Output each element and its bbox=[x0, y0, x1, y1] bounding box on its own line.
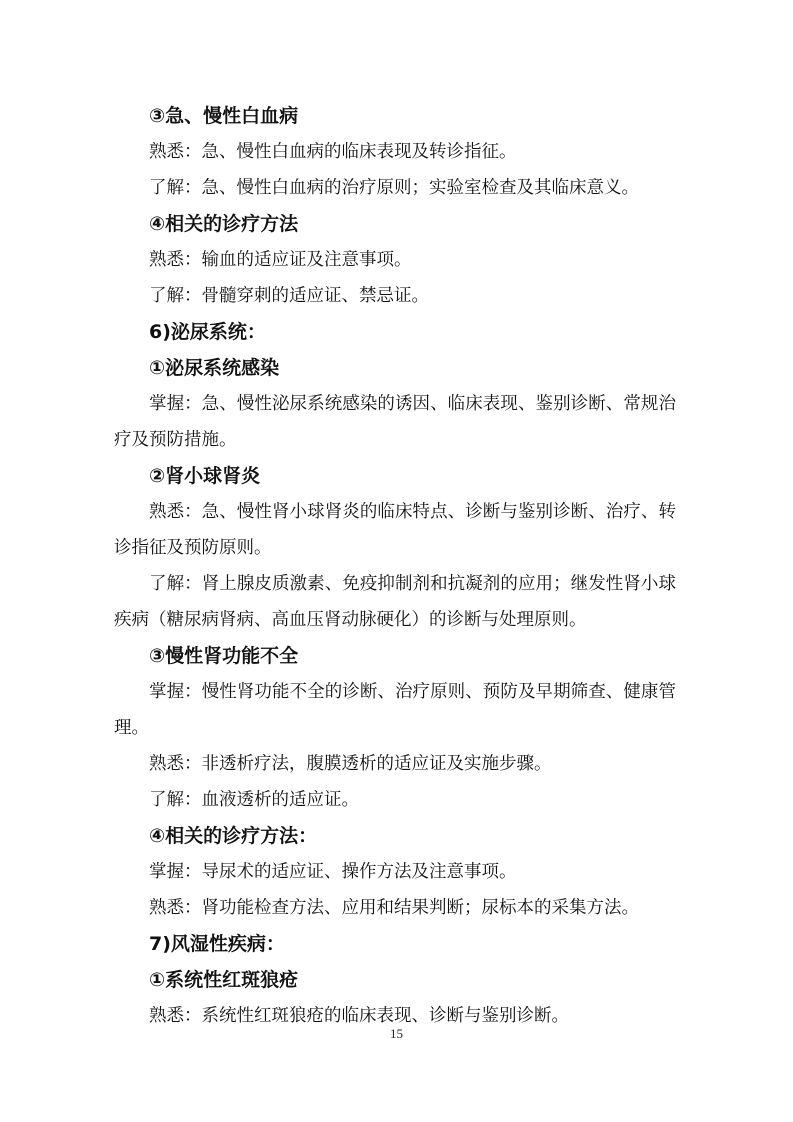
document-body bbox=[114, 98, 676, 1034]
section-heading-leukemia: ③急、慢性白血病 bbox=[149, 105, 299, 127]
paragraph-catheterization: 掌握：导尿术的适应证、操作方法及注意事项。 bbox=[149, 862, 517, 882]
paragraph-leukemia-understand: 了解：急、慢性白血病的治疗原则；实验室检查及其临床意义。 bbox=[149, 178, 639, 198]
paragraph-glomerulonephritis-familiar: 熟悉：急、慢性肾小球肾炎的临床特点、诊断与鉴别诊断、治疗、转诊指征及预防原则。 bbox=[114, 502, 676, 558]
chapter-heading-urinary: 6)泌尿系统： bbox=[149, 321, 266, 343]
paragraph-urinary-infection-master: 掌握：急、慢性泌尿系统感染的诱因、临床表现、鉴别诊断、常规治疗及预防措施。 bbox=[114, 394, 676, 450]
section-heading-urinary-methods: ④相关的诊疗方法： bbox=[149, 825, 318, 847]
paragraph-renal-master: 掌握：慢性肾功能不全的诊断、治疗原则、预防及早期筛查、健康管理。 bbox=[114, 682, 676, 738]
paragraph-renal-familiar: 熟悉：非透析疗法，腹膜透析的适应证及实施步骤。 bbox=[149, 754, 552, 774]
paragraph-leukemia-familiar: 熟悉：急、慢性白血病的临床表现及转诊指征。 bbox=[149, 142, 517, 162]
section-heading-blood-methods: ④相关的诊疗方法 bbox=[149, 213, 299, 235]
paragraph-lupus-familiar: 熟悉：系统性红斑狼疮的临床表现、诊断与鉴别诊断。 bbox=[149, 1006, 569, 1026]
paragraph-transfusion: 熟悉：输血的适应证及注意事项。 bbox=[149, 250, 412, 270]
paragraph-glomerulonephritis-understand: 了解：肾上腺皮质激素、免疫抑制剂和抗凝剂的应用；继发性肾小球疾病（糖尿病肾病、高血压肾动脉硬化）的诊断与处理原则。 bbox=[114, 574, 676, 630]
section-heading-renal-insufficiency: ③慢性肾功能不全 bbox=[149, 645, 299, 667]
section-heading-glomerulonephritis: ②肾小球肾炎 bbox=[149, 465, 261, 487]
paragraph-renal-function-tests: 熟悉：肾功能检查方法、应用和结果判断；尿标本的采集方法。 bbox=[149, 898, 639, 918]
paragraph-bone-marrow-puncture: 了解：骨髓穿刺的适应证、禁忌证。 bbox=[149, 286, 429, 306]
section-heading-urinary-infection: ①泌尿系统感染 bbox=[149, 357, 280, 379]
chapter-heading-rheumatic: 7)风湿性疾病： bbox=[149, 933, 285, 955]
section-heading-lupus: ①系统性红斑狼疮 bbox=[149, 969, 299, 991]
paragraph-renal-understand: 了解：血液透析的适应证。 bbox=[149, 790, 359, 810]
page-number: 15 bbox=[390, 1026, 403, 1041]
